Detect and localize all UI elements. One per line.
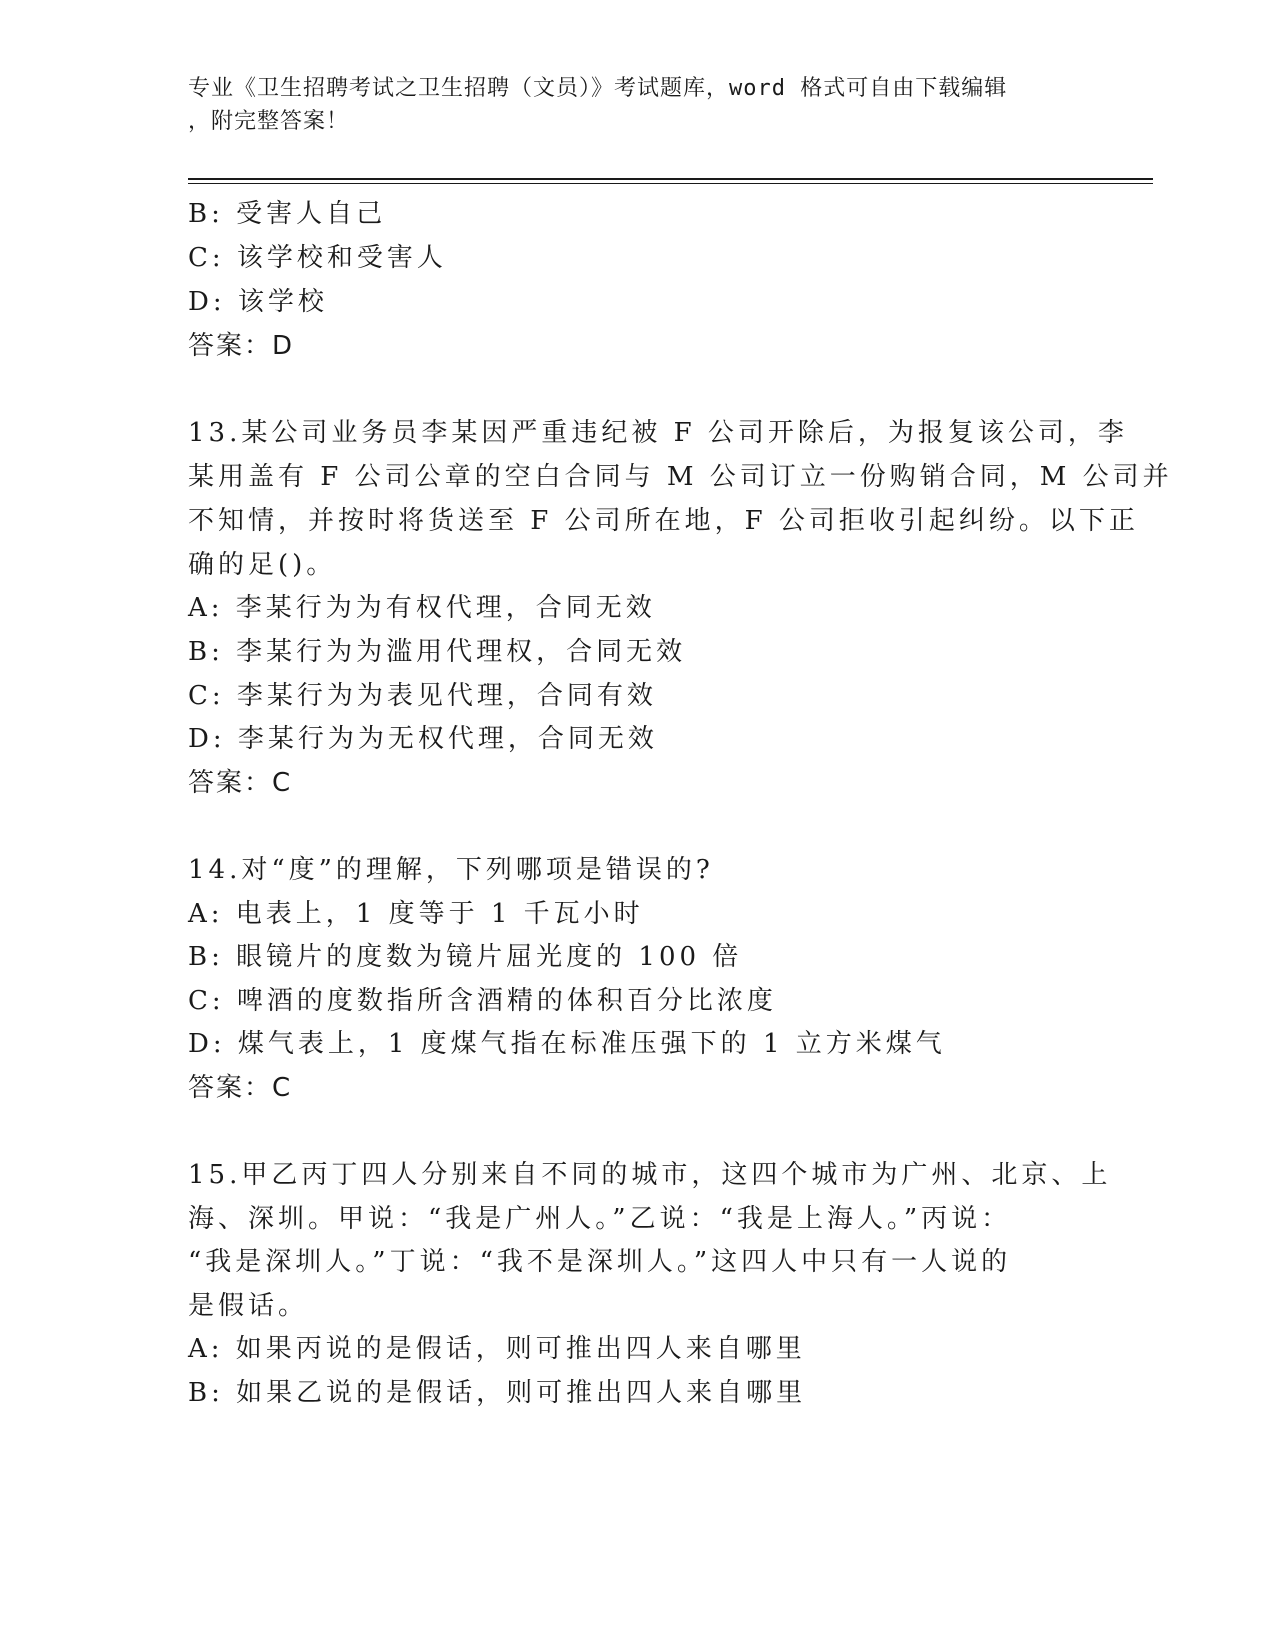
- q12-option-c: C: 该学校和受害人: [188, 243, 447, 273]
- q13-stem-line-3: 不知情，并按时将货送至 F 公司所在地，F 公司拒收引起纠纷。以下正: [188, 506, 1139, 536]
- q12-option-d: D: 该学校: [188, 287, 328, 317]
- q15-stem-line-2: 海、深圳。甲说：“我是广州人。”乙说：“我是上海人。”丙说：: [188, 1204, 1012, 1234]
- q14-option-c: C: 啤酒的度数指所含酒精的体积百分比浓度: [188, 986, 777, 1016]
- q13-stem-line-1: 13.某公司业务员李某因严重违纪被 F 公司开除后，为报复该公司，李: [188, 418, 1128, 448]
- q14-answer: 答案：C: [188, 1073, 293, 1103]
- q12-option-b: B: 受害人自己: [188, 199, 387, 229]
- q13-option-c: C: 李某行为为表见代理，合同有效: [188, 681, 657, 711]
- q15-stem-line-4: 是假话。: [188, 1291, 309, 1321]
- q14-option-a: A: 电表上，1 度等于 1 千瓦小时: [188, 899, 644, 929]
- document-header: [188, 72, 1068, 138]
- header-line-1: 专业《卫生招聘考试之卫生招聘（文员）》考试题库，word 格式可自由下载编辑: [188, 76, 1008, 101]
- q14-option-d: D: 煤气表上，1 度煤气指在标准压强下的 1 立方米煤气: [188, 1029, 946, 1059]
- q14-stem: 14.对“度”的理解，下列哪项是错误的?: [188, 855, 714, 885]
- q12-answer: 答案：D: [188, 331, 295, 361]
- q13-stem-line-2: 某用盖有 F 公司公章的空白合同与 M 公司订立一份购销合同，M 公司并: [188, 462, 1173, 492]
- q13-option-a: A: 李某行为为有权代理，合同无效: [188, 593, 656, 623]
- q13-option-b: B: 李某行为为滥用代理权，合同无效: [188, 637, 687, 667]
- header-rule-thick: [188, 178, 1153, 180]
- q15-option-a: A: 如果丙说的是假话，则可推出四人来自哪里: [188, 1334, 806, 1364]
- q13-option-d: D: 李某行为为无权代理，合同无效: [188, 724, 658, 754]
- q15-stem-line-3: “我是深圳人。”丁说：“我不是深圳人。”这四人中只有一人说的: [188, 1247, 1012, 1277]
- q14-option-b: B: 眼镜片的度数为镜片屈光度的 100 倍: [188, 942, 743, 972]
- q15-stem-line-1: 15.甲乙丙丁四人分别来自不同的城市，这四个城市为广州、北京、上: [188, 1160, 1112, 1190]
- q13-answer: 答案：C: [188, 768, 293, 798]
- q15-option-b: B: 如果乙说的是假话，则可推出四人来自哪里: [188, 1378, 807, 1408]
- header-rule-thin: [188, 183, 1153, 184]
- q13-stem-line-4: 确的足()。: [188, 550, 337, 580]
- header-line-2: ，附完整答案！: [188, 109, 350, 134]
